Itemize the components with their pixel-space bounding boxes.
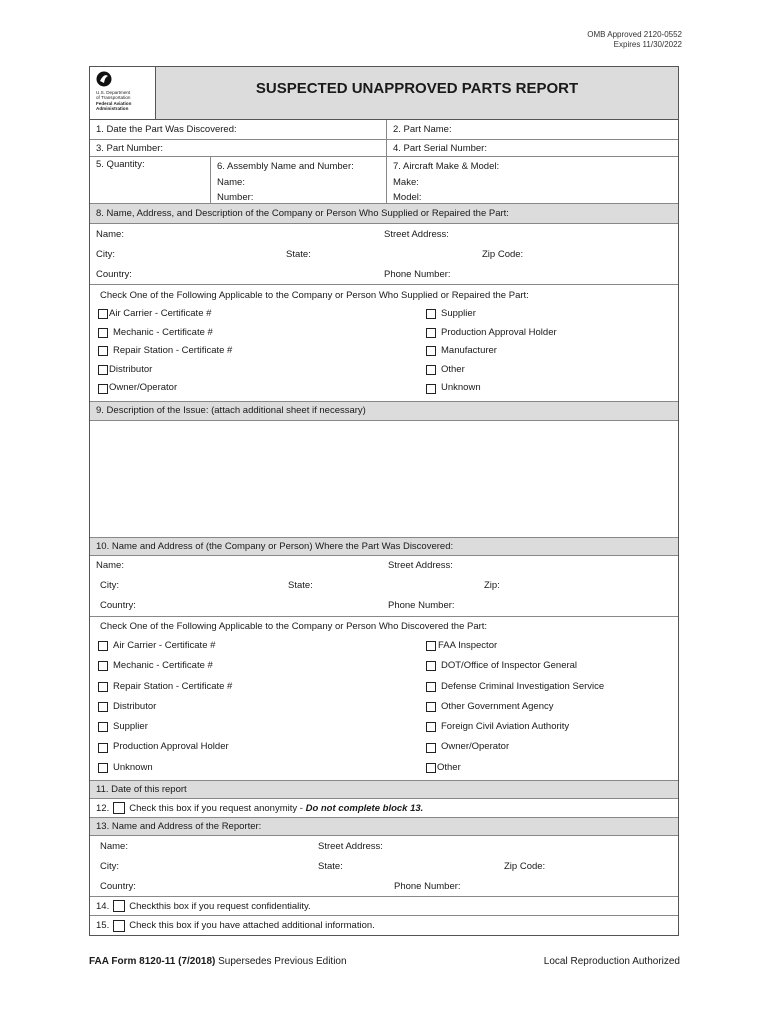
reporter-country-field[interactable]: Country: (100, 880, 136, 892)
checkbox[interactable] (426, 661, 436, 671)
discoverer-zip-field[interactable]: Zip: (484, 580, 500, 592)
description-textarea[interactable] (90, 421, 678, 538)
section-13-header (90, 818, 678, 836)
check8-owner-operator[interactable] (98, 379, 426, 398)
checkbox[interactable] (98, 384, 108, 394)
check-10-options (90, 636, 678, 781)
report-form (89, 66, 679, 936)
checkbox[interactable] (98, 682, 108, 692)
check8-repair-station[interactable] (98, 342, 426, 361)
assembly-number-label: Number: (217, 192, 254, 203)
checkbox[interactable] (98, 309, 108, 319)
discoverer-city-field[interactable]: City: (100, 580, 119, 592)
date-of-report-label: 11. Date of this report (96, 784, 187, 796)
quantity-field[interactable]: 5. Quantity: (96, 159, 145, 170)
option-label: Air Carrier - Certificate # (109, 308, 212, 319)
check-10-title: Check One of the Following Applicable to the Company or Person Who Discovered the Part: (100, 620, 488, 632)
check-8-header (90, 285, 678, 305)
option-label: Defense Criminal Investigation Service (441, 680, 605, 692)
form-id: FAA Form 8120-11 (7/2018) (89, 956, 216, 967)
agency-line-2: of Transportation (96, 95, 131, 101)
row-qty-assembly-aircraft (90, 156, 678, 204)
checkbox[interactable] (98, 702, 108, 712)
check10-foreign-caa[interactable] (426, 717, 678, 737)
agency-line-3: Federal Aviation (96, 100, 132, 106)
supplier-phone-field[interactable]: Phone Number: (384, 268, 451, 280)
supplier-city-field[interactable]: City: (96, 248, 115, 260)
block-14-number: 14. (96, 900, 110, 912)
section-13-address (90, 836, 678, 897)
supersedes-note: Supersedes Previous Edition (215, 956, 347, 967)
option-label: Mechanic - Certificate # (113, 326, 213, 338)
assembly-name-label: Name: (217, 176, 245, 188)
check-8-options (90, 305, 678, 402)
aircraft-field[interactable] (386, 157, 678, 203)
option-label: Air Carrier - Certificate # (113, 639, 216, 651)
option-label: Other (441, 363, 465, 375)
checkbox[interactable] (426, 365, 436, 375)
checkbox[interactable] (426, 702, 436, 712)
attachment-checkbox[interactable] (113, 920, 125, 932)
form-number (89, 956, 347, 967)
checkbox[interactable] (98, 346, 108, 356)
aircraft-label: 7. Aircraft Make & Model: (393, 161, 500, 172)
check8-other[interactable] (426, 361, 678, 380)
check8-air-carrier[interactable] (98, 305, 426, 324)
anonymity-checkbox[interactable] (113, 802, 125, 814)
checkbox[interactable] (426, 743, 436, 753)
omb-expiry: Expires 11/30/2022 (613, 40, 682, 49)
block-15-number: 15. (96, 920, 110, 932)
part-name-field[interactable]: 2. Part Name: (386, 120, 678, 139)
supplier-zip-field[interactable]: Zip Code: (482, 248, 524, 260)
checkbox[interactable] (426, 309, 436, 319)
confidentiality-label: Checkthis box if you request confidentiality. (129, 900, 311, 912)
aircraft-make-label: Make: (393, 176, 419, 188)
discoverer-name-field[interactable]: Name: (96, 560, 124, 572)
check10-unknown[interactable] (98, 758, 426, 778)
check8-mechanic[interactable] (98, 324, 426, 343)
option-label: Unknown (441, 382, 481, 394)
assembly-field[interactable] (210, 157, 386, 203)
checkbox[interactable] (426, 641, 436, 651)
check8-pah[interactable] (426, 324, 678, 343)
checkbox[interactable] (426, 682, 436, 692)
reporter-street-field[interactable]: Street Address: (318, 840, 383, 852)
reporter-phone-field[interactable]: Phone Number: (394, 880, 461, 892)
check-10-header (90, 617, 678, 636)
supplier-street-field[interactable]: Street Address: (384, 228, 449, 240)
section-8-title: 8. Name, Address, and Description of the Company or Person Who Supplied or Repaired the Part: (96, 208, 509, 219)
agency-line-4: Administration (96, 106, 129, 112)
option-label: Foreign Civil Aviation Authority (441, 721, 570, 733)
reporter-city-field[interactable]: City: (100, 860, 119, 872)
check8-distributor[interactable] (98, 361, 426, 380)
check8-manufacturer[interactable] (426, 342, 678, 361)
date-of-report-field[interactable] (90, 781, 678, 799)
option-label: Supplier (441, 308, 476, 319)
option-label: Owner/Operator (441, 741, 510, 753)
checkbox[interactable] (426, 763, 436, 773)
reproduction-note: Local Reproduction Authorized (543, 956, 680, 967)
option-label: Repair Station - Certificate # (113, 345, 233, 357)
section-10-header (90, 538, 678, 556)
option-label: DOT/Office of Inspector General (441, 660, 578, 672)
attachment-label: Check this box if you have attached additional information. (129, 920, 375, 932)
attachment-row (90, 916, 678, 935)
section-10-address (90, 556, 678, 617)
option-label: Other (437, 761, 461, 773)
section-8-address (90, 224, 678, 285)
checkbox[interactable] (426, 346, 436, 356)
option-label: FAA Inspector (438, 639, 498, 651)
option-label: Other Government Agency (441, 700, 554, 712)
section-9-title: 9. Description of the Issue: (attach additional sheet if necessary) (96, 405, 366, 417)
check8-supplier[interactable] (426, 305, 678, 324)
faa-logo (90, 67, 156, 119)
checkbox[interactable] (426, 384, 436, 394)
row-date-partname (90, 120, 678, 140)
reporter-state-field[interactable]: State: (318, 860, 343, 872)
omb-notice (587, 30, 682, 50)
option-label: Mechanic - Certificate # (113, 660, 213, 672)
check10-dcis[interactable] (426, 677, 678, 697)
check10-faa-inspector[interactable] (426, 636, 678, 656)
discoverer-street-field[interactable]: Street Address: (388, 560, 453, 572)
dot-emblem-icon (96, 71, 112, 87)
check8-unknown[interactable] (426, 379, 678, 398)
checkbox[interactable] (98, 763, 108, 773)
checkbox[interactable] (98, 661, 108, 671)
anonymity-row (90, 799, 678, 818)
confidentiality-row (90, 897, 678, 916)
confidentiality-checkbox[interactable] (113, 900, 125, 912)
omb-approval: OMB Approved 2120-0552 (587, 30, 682, 39)
checkbox[interactable] (98, 722, 108, 732)
check10-owner-operator[interactable] (426, 737, 678, 757)
option-label: Distributor (109, 363, 153, 375)
supplier-state-field[interactable]: State: (286, 248, 311, 260)
part-number-field[interactable]: 3. Part Number: (96, 142, 164, 154)
check10-other-gov[interactable] (426, 697, 678, 717)
checkbox[interactable] (98, 365, 108, 375)
section-9-header (90, 402, 678, 421)
anonymity-label: Check this box if you request anonymity - (129, 802, 306, 814)
reporter-name-field[interactable]: Name: (100, 840, 128, 852)
section-13-title: 13. Name and Address of the Reporter: (96, 821, 262, 833)
supplier-name-field[interactable]: Name: (96, 228, 124, 240)
check-8-title: Check One of the Following Applicable to the Company or Person Who Supplied or Repaired the Part: (100, 289, 529, 301)
discoverer-phone-field[interactable]: Phone Number: (388, 600, 455, 612)
anonymity-instruction: Do not complete block 13. (305, 802, 424, 814)
checkbox[interactable] (98, 328, 108, 338)
row-partnumber-serial (90, 140, 678, 156)
option-label: Repair Station - Certificate # (113, 680, 233, 692)
checkbox[interactable] (426, 328, 436, 338)
agency-line-1: U.S. Department (96, 90, 131, 95)
block-12-number: 12. (96, 802, 110, 814)
section-8-header (90, 204, 678, 224)
section-10-title: 10. Name and Address of (the Company or Person) Where the Part Was Discovered: (96, 540, 454, 552)
option-label: Owner/Operator (109, 382, 178, 394)
assembly-label: 6. Assembly Name and Number: (217, 161, 354, 172)
check10-supplier[interactable] (98, 717, 426, 737)
check10-mechanic[interactable] (98, 656, 426, 676)
aircraft-model-label: Model: (393, 192, 422, 203)
check10-other[interactable] (426, 758, 678, 778)
option-label: Production Approval Holder (441, 326, 557, 338)
option-label: Distributor (113, 700, 157, 712)
option-label: Unknown (113, 761, 153, 773)
checkbox[interactable] (426, 722, 436, 732)
form-header (90, 67, 678, 120)
check10-air-carrier[interactable] (98, 636, 426, 656)
check10-repair-station[interactable] (98, 677, 426, 697)
option-label: Production Approval Holder (113, 741, 229, 753)
discoverer-state-field[interactable]: State: (288, 580, 313, 592)
discoverer-country-field[interactable]: Country: (100, 600, 136, 612)
check10-dot-oig[interactable] (426, 656, 678, 676)
date-discovered-field[interactable]: 1. Date the Part Was Discovered: (96, 124, 237, 135)
checkbox[interactable] (98, 743, 108, 753)
form-title: SUSPECTED UNAPPROVED PARTS REPORT (156, 67, 678, 119)
option-label: Manufacturer (441, 345, 497, 357)
supplier-country-field[interactable]: Country: (96, 268, 132, 280)
check10-pah[interactable] (98, 737, 426, 757)
reporter-zip-field[interactable]: Zip Code: (504, 860, 546, 872)
check10-distributor[interactable] (98, 697, 426, 717)
checkbox[interactable] (98, 641, 108, 651)
option-label: Supplier (113, 721, 148, 733)
serial-number-field[interactable]: 4. Part Serial Number: (386, 140, 678, 156)
